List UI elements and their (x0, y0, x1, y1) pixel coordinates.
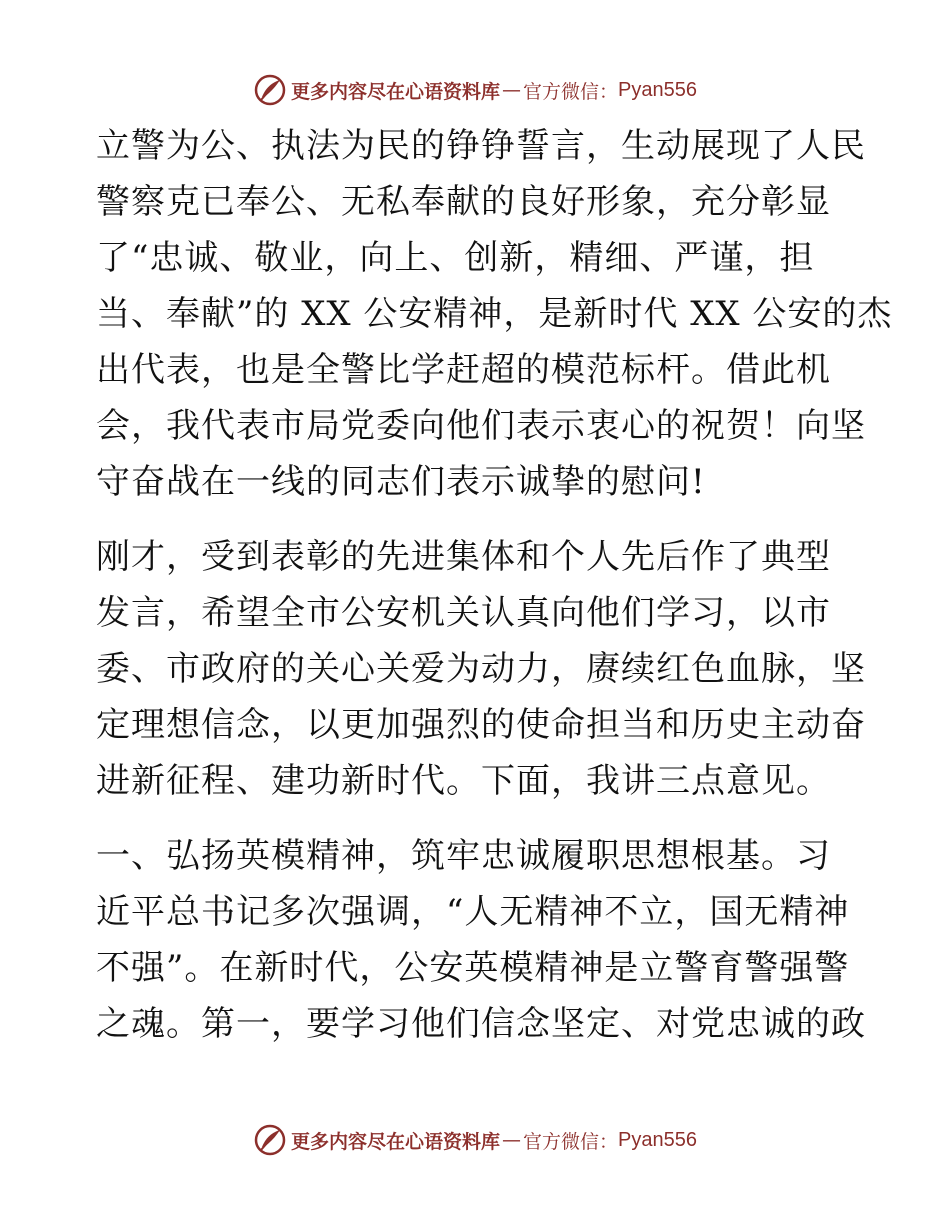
paragraph-2 (96, 529, 866, 809)
header-banner-dash: — (502, 79, 522, 101)
text-line: 立警为公、执法为民的铮铮誓言，生动展现了人民 (96, 126, 866, 166)
text-line: 定理想信念，以更加强烈的使命担当和历史主动奋 (96, 705, 866, 745)
header-banner (0, 70, 950, 110)
header-banner-text: 更多内容尽在心语资料库 (291, 80, 501, 103)
text-line: 警察克已奉公、无私奉献的良好形象，充分彰显 (96, 182, 831, 222)
footer-banner (0, 1120, 950, 1160)
text-line: 之魂。第一，要学习他们信念坚定、对党忠诚的政 (96, 1004, 866, 1044)
paragraph-3 (96, 828, 866, 1052)
header-wechat-id: Pyan556 (618, 78, 697, 101)
text-line: 发言，希望全市公安机关认真向他们学习，以市 (96, 593, 831, 633)
footer-banner-dash: — (502, 1129, 522, 1151)
text-line: 不强”。在新时代，公安英模精神是立警育警强警 (96, 948, 850, 988)
text-line: 守奋战在一线的同志们表示诚挚的慰问! (96, 462, 706, 502)
footer-banner-text: 更多内容尽在心语资料库 (291, 1130, 501, 1153)
text-line: 进新征程、建功新时代。下面，我讲三点意见。 (96, 761, 831, 801)
footer-wechat-label: 官方微信： (523, 1130, 619, 1153)
text-line: 委、市政府的关心关爱为动力，赓续红色血脉，坚 (96, 649, 866, 689)
paragraph-1 (96, 118, 893, 510)
document-body (96, 118, 893, 1052)
text-line: 了“忠诚、敬业，向上、创新，精细、严谨，担 (96, 238, 815, 278)
header-wechat-label: 官方微信： (523, 80, 619, 103)
text-line: 近平总书记多次强调，“人无精神不立，国无精神 (96, 892, 850, 932)
text-line: 刚才，受到表彰的先进集体和个人先后作了典型 (96, 537, 831, 577)
footer-wechat-id: Pyan556 (618, 1128, 697, 1151)
feather-logo-icon (253, 73, 287, 107)
text-line: 出代表，也是全警比学赶超的模范标杆。借此机 (96, 350, 831, 390)
feather-logo-icon (253, 1123, 287, 1157)
text-line: 当、奉献”的 XX 公安精神，是新时代 XX 公安的杰 (96, 294, 893, 334)
text-line: 会，我代表市局党委向他们表示衷心的祝贺！向坚 (96, 406, 866, 446)
text-line: 一、弘扬英模精神，筑牢忠诚履职思想根基。习 (96, 836, 831, 876)
